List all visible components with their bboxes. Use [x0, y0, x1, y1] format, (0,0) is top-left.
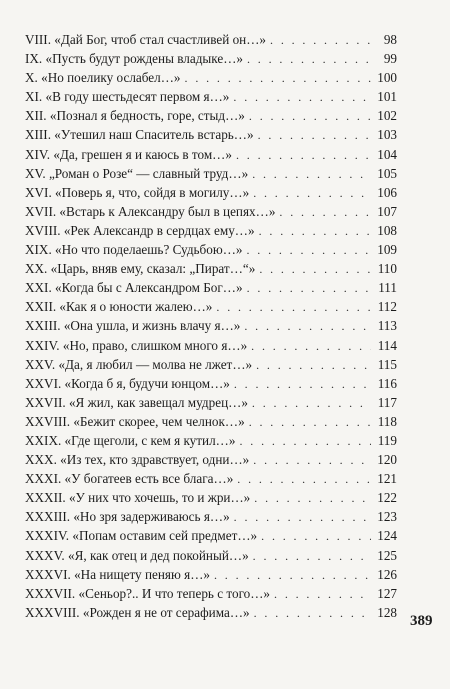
toc-entry-page: 128	[377, 604, 397, 620]
toc-entry-title: XXXVIII. «Рожден я не от серафима…»	[25, 604, 250, 620]
toc-entry	[25, 584, 397, 603]
toc-entry	[25, 355, 397, 374]
toc-entry-page: 107	[377, 203, 397, 219]
toc-entry-page: 109	[377, 242, 397, 258]
toc-entry-page: 114	[377, 337, 397, 353]
dot-leader	[279, 203, 371, 222]
dot-leader	[252, 165, 371, 184]
toc-entry-title: XXV. «Да, я любил — молва не лжет…»	[25, 356, 253, 372]
table-of-contents	[25, 30, 397, 622]
toc-entry-page: 105	[377, 165, 397, 181]
toc-entry-page: 98	[383, 32, 397, 47]
toc-entry-page: 108	[377, 222, 397, 238]
toc-entry-title: XXX. «Из тех, кто здравствует, одни…»	[25, 452, 250, 468]
dot-leader	[236, 146, 371, 165]
toc-entry	[25, 259, 397, 278]
toc-entry	[25, 240, 397, 259]
toc-entry-page: 110	[377, 261, 397, 277]
dot-leader	[246, 241, 371, 260]
toc-entry	[25, 278, 397, 297]
toc-entry-page: 126	[377, 566, 397, 582]
dot-leader	[270, 31, 371, 50]
toc-entry-page: 112	[377, 299, 397, 315]
dot-leader	[249, 107, 371, 126]
toc-entry-page: 125	[377, 547, 397, 563]
toc-entry	[25, 30, 397, 49]
toc-entry-title: XIII. «Утешил наш Спаситель встарь…»	[25, 127, 254, 143]
dot-leader	[185, 69, 371, 88]
toc-entry-page: 119	[377, 432, 397, 448]
toc-entry	[25, 336, 397, 355]
toc-entry	[25, 316, 397, 335]
toc-entry-page: 103	[377, 127, 397, 143]
dot-leader	[239, 432, 371, 451]
toc-entry	[25, 469, 397, 488]
toc-entry-page: 101	[377, 89, 397, 105]
toc-entry-page: 120	[377, 452, 397, 468]
dot-leader	[258, 126, 371, 145]
dot-leader	[252, 394, 371, 413]
toc-entry-title: XX. «Царь, вняв ему, сказал: „Пират…“»	[25, 261, 256, 277]
toc-entry	[25, 183, 397, 202]
toc-entry-title: XII. «Познал я бедность, горе, стыд…»	[25, 108, 245, 124]
toc-entry-page: 113	[377, 318, 397, 334]
toc-entry	[25, 412, 397, 431]
dot-leader	[251, 337, 371, 356]
toc-entry-page: 106	[377, 184, 397, 200]
toc-entry	[25, 450, 397, 469]
toc-entry-title: XVII. «Встарь к Александру был в цепях…»	[25, 203, 276, 219]
toc-entry-title: XVIII. «Рек Александр в сердцах ему…»	[25, 222, 255, 238]
toc-entry-page: 121	[377, 471, 397, 487]
dot-leader	[254, 489, 371, 508]
dot-leader	[256, 356, 371, 375]
toc-entry	[25, 68, 397, 87]
dot-leader	[234, 508, 371, 527]
toc-entry	[25, 164, 397, 183]
toc-entry-title: XXIX. «Где щеголи, с кем я кутил…»	[25, 432, 236, 448]
toc-entry-title: XVI. «Поверь я, что, сойдя в могилу…»	[25, 184, 250, 200]
toc-entry-title: XXXI. «У богатеев есть все блага…»	[25, 471, 234, 487]
toc-entry	[25, 507, 397, 526]
dot-leader	[234, 375, 371, 394]
dot-leader	[253, 184, 371, 203]
toc-entry-title: XXIV. «Но, право, слишком много я…»	[25, 337, 248, 353]
toc-entry	[25, 546, 397, 565]
toc-entry	[25, 374, 397, 393]
toc-entry-page: 118	[377, 413, 397, 429]
toc-entry-title: XXXVI. «На нищету пеняю я…»	[25, 566, 210, 582]
toc-entry-page: 122	[377, 490, 397, 506]
toc-entry	[25, 488, 397, 507]
toc-entry-title: XXVII. «Я жил, как завещал мудрец…»	[25, 394, 248, 410]
toc-entry	[25, 87, 397, 106]
dot-leader	[253, 547, 371, 566]
dot-leader	[233, 88, 371, 107]
dot-leader	[237, 470, 371, 489]
toc-entry-title: XIX. «Но что поделаешь? Судьбою…»	[25, 242, 243, 258]
toc-entry	[25, 297, 397, 316]
toc-entry	[25, 526, 397, 545]
toc-entry-page: 124	[377, 528, 397, 544]
toc-entry-title: XV. „Роман о Розе“ — славный труд…»	[25, 165, 249, 181]
dot-leader	[244, 317, 371, 336]
dot-leader	[261, 527, 371, 546]
dot-leader	[274, 585, 371, 604]
toc-entry-page: 123	[377, 509, 397, 525]
dot-leader	[249, 413, 371, 432]
toc-entry-title: XXIII. «Она ушла, и жизнь влачу я…»	[25, 318, 241, 334]
toc-entry	[25, 603, 397, 622]
toc-entry	[25, 49, 397, 68]
dot-leader	[259, 260, 371, 279]
toc-entry-title: IX. «Пусть будут рождены владыке…»	[25, 51, 243, 67]
toc-entry-page: 104	[377, 146, 397, 162]
toc-entry-title: XXI. «Когда бы с Александром Бог…»	[25, 280, 243, 296]
toc-entry-title: XXXVII. «Сеньор?.. И что теперь с того…»	[25, 585, 271, 601]
toc-entry-page: 99	[383, 51, 397, 67]
dot-leader	[253, 451, 371, 470]
toc-entry-page: 102	[377, 108, 397, 124]
dot-leader	[216, 298, 371, 317]
toc-entry-title: XI. «В году шестьдесят первом я…»	[25, 89, 230, 105]
toc-entry	[25, 565, 397, 584]
dot-leader	[254, 604, 371, 623]
toc-entry-title: XXXII. «У них что хочешь, то и жри…»	[25, 490, 251, 506]
dot-leader	[247, 50, 371, 69]
page-number: 389	[410, 613, 433, 629]
toc-entry-title: XXXIV. «Попам оставим сей предмет…»	[25, 528, 258, 544]
dot-leader	[259, 222, 371, 241]
toc-entry	[25, 221, 397, 240]
toc-entry-page: 116	[377, 375, 397, 391]
toc-entry-title: X. «Но поелику ослабел…»	[25, 70, 181, 86]
toc-entry-page: 117	[377, 394, 397, 410]
toc-entry-page: 100	[377, 70, 397, 86]
toc-entry-page: 127	[377, 585, 397, 601]
dot-leader	[247, 279, 371, 298]
toc-entry	[25, 202, 397, 221]
toc-entry-title: XXXV. «Я, как отец и дед покойный…»	[25, 547, 249, 563]
toc-entry-title: VIII. «Дай Бог, чтоб стал счастливей он…»	[25, 32, 267, 47]
toc-entry	[25, 393, 397, 412]
toc-entry	[25, 145, 397, 164]
toc-entry-page: 115	[377, 356, 397, 372]
toc-entry-title: XXII. «Как я о юности жалею…»	[25, 299, 213, 315]
toc-entry-page: 111	[378, 280, 397, 296]
toc-entry	[25, 106, 397, 125]
toc-entry	[25, 431, 397, 450]
toc-entry-title: XIV. «Да, грешен я и каюсь в том…»	[25, 146, 232, 162]
toc-entry-title: XXVIII. «Бежит скорее, чем челнок…»	[25, 413, 245, 429]
toc-entry-title: XXXIII. «Но зря задерживаюсь я…»	[25, 509, 230, 525]
toc-entry-title: XXVI. «Когда б я, будучи юнцом…»	[25, 375, 230, 391]
toc-entry	[25, 125, 397, 144]
dot-leader	[214, 566, 371, 585]
